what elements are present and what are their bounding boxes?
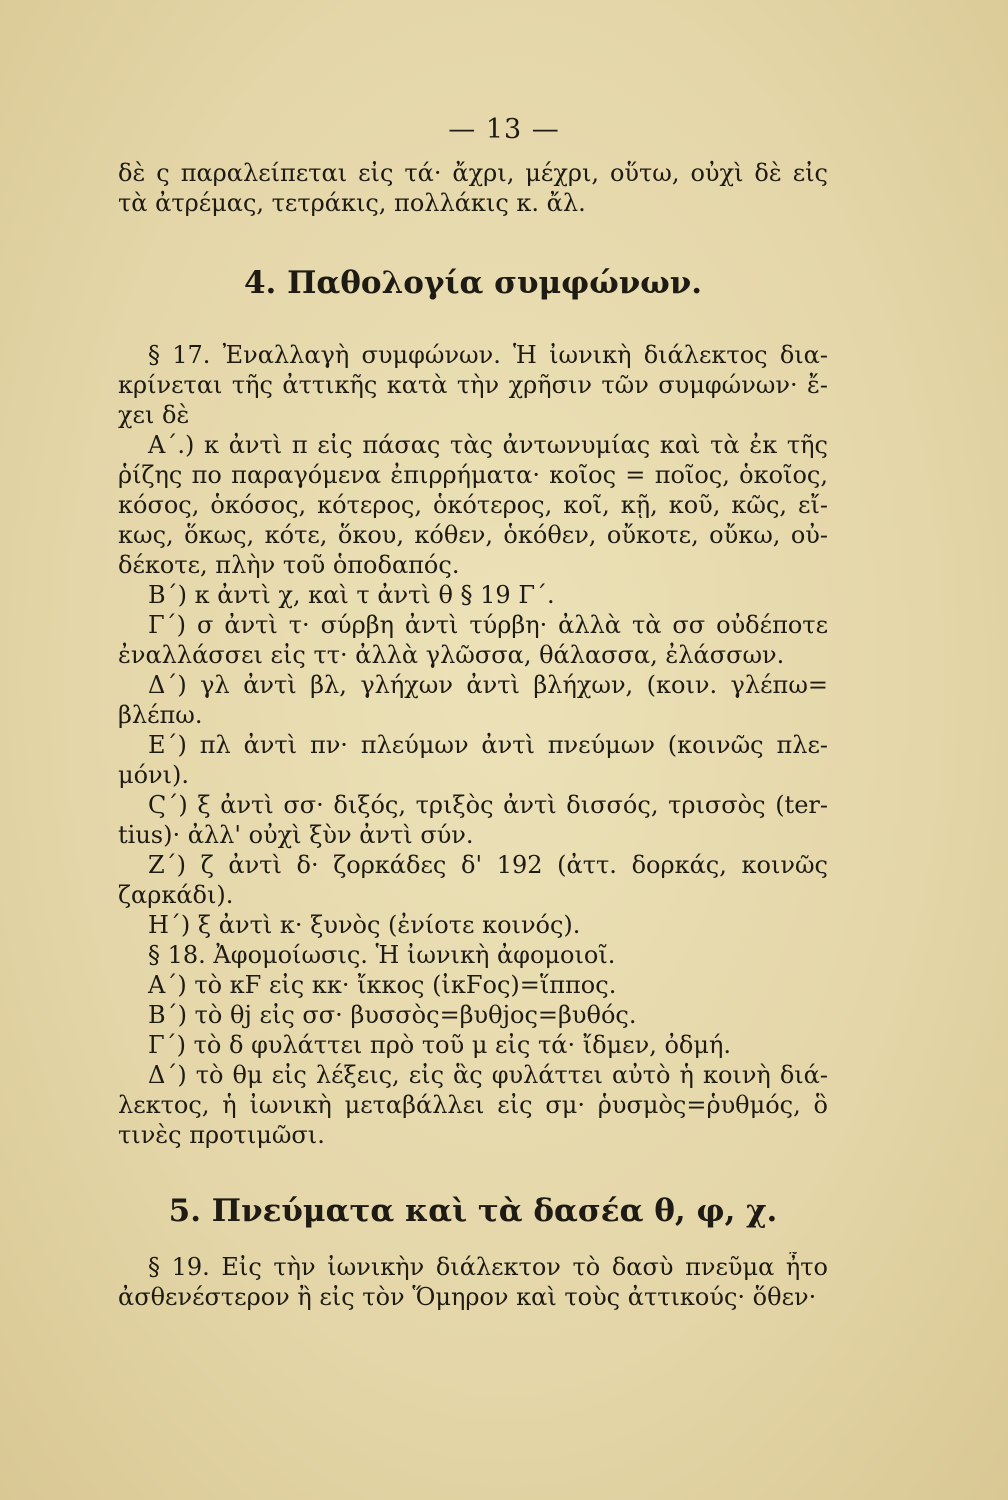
text-line: Ζ΄) ζ ἀντὶ δ· ζορκάδες δ' 192 (ἀττ. δορκάς, κοινῶς [148, 851, 828, 879]
page-content [118, 158, 828, 1312]
text-line: Β΄) τὸ θj εἰς σσ· βυσσὸς=βυθjος=βυθός. [148, 1001, 637, 1029]
text-line: § 18. Ἀφομοίωσις. Ἡ ἰωνικὴ ἀφομοιοῖ. [148, 941, 616, 969]
text-line: δέκοτε, πλὴν τοῦ ὁποδαπός. [118, 551, 460, 579]
section-heading-consonants: 4. Παθολογία συμφώνων. [243, 265, 703, 301]
text-line: Ε΄) πλ ἀντὶ πν· πλεύμων ἀντὶ πνεύμων (κοινῶς πλε- [148, 731, 828, 759]
text-line: Γ΄) τὸ δ φυλάττει πρὸ τοῦ μ εἰς τά· ἴδμεν, ὀδμή. [148, 1031, 731, 1059]
page-number: — 13 — [448, 114, 560, 145]
text-line: Α΄.) κ ἀντὶ π εἰς πάσας τὰς ἀντωνυμίας καὶ τὰ ἐκ τῆς [148, 431, 828, 459]
text-line: Δ΄) τὸ θμ εἰς λέξεις, εἰς ἃς φυλάττει αὐτὸ ἡ κοινὴ διά- [148, 1061, 828, 1089]
text-line: ῥίζης πο παραγόμενα ἐπιρρήματα· κοῖος = ποῖος, ὁκοῖος, [118, 461, 828, 489]
text-line: κως, ὅκως, κότε, ὅκου, κόθεν, ὁκόθεν, οὔκοτε, οὔκω, οὐ- [118, 521, 828, 549]
text-line: Β΄) κ ἀντὶ χ, καὶ τ ἀντὶ θ § 19 Γ΄. [148, 581, 555, 609]
text-line: ἀσθενέστερον ἢ εἰς τὸν Ὅμηρον καὶ τοὺς ἀττικούς· ὅθεν· [118, 1283, 817, 1311]
text-line: χει δὲ [118, 401, 190, 429]
text-line: § 19. Εἰς τὴν ἰωνικὴν διάλεκτον τὸ δασὺ πνεῦμα ἦτο [148, 1253, 828, 1281]
text-line: ζαρκάδι). [118, 881, 234, 909]
text-line: Δ΄) γλ ἀντὶ βλ, γλήχων ἀντὶ βλήχων, (κοιν. γλέπω= [148, 671, 828, 699]
text-line: Η΄) ξ ἀντὶ κ· ξυνὸς (ἐνίοτε κοινός). [148, 911, 581, 939]
text-line: § 17. Ἐναλλαγὴ συμφώνων. Ἡ ἰωνικὴ διάλεκτος δια- [148, 341, 828, 369]
text-line: τινὲς προτιμῶσι. [118, 1121, 325, 1149]
text-line: tius)· ἀλλ' οὐχὶ ξὺν ἀντὶ σύν. [118, 821, 474, 849]
text-line: τὰ ἀτρέμας, τετράκις, πολλάκις κ. ἄλ. [118, 189, 586, 217]
text-line: Γ΄) σ ἀντὶ τ· σύρβη ἀντὶ τύρβη· ἀλλὰ τὰ σσ οὐδέποτε [148, 611, 828, 639]
text-line: κρίνεται τῆς ἀττικῆς κατὰ τὴν χρῆσιν τῶν συμφώνων· ἔ- [118, 371, 828, 399]
text-line: κόσος, ὁκόσος, κότερος, ὁκότερος, κοῖ, κῇ, κοῦ, κῶς, εἴ- [118, 491, 828, 519]
text-line: βλέπω. [118, 701, 203, 729]
text-line: Ϛ΄) ξ ἀντὶ σσ· διξός, τριξὸς ἀντὶ δισσός, τρισσὸς (ter- [148, 791, 828, 819]
text-line: μόνι). [118, 761, 190, 789]
text-line: ἐναλλάσσει εἰς ττ· ἀλλὰ γλῶσσα, θάλασσα, ἐλάσσων. [118, 641, 785, 669]
text-line: δὲ ς παραλείπεται εἰς τά· ἄχρι, μέχρι, οὕτω, οὐχὶ δὲ εἰς [118, 159, 828, 187]
section-heading-breathings: 5. Πνεύματα καὶ τὰ δασέα θ, φ, χ. [168, 1193, 778, 1229]
text-line: λεκτος, ἡ ἰωνικὴ μεταβάλλει εἰς σμ· ῥυσμὸς=ῥυθμός, ὃ [118, 1091, 828, 1119]
text-line: Α΄) τὸ κϜ εἰς κκ· ἴκκος (ἰκϜος)=ἵππος. [148, 971, 617, 999]
